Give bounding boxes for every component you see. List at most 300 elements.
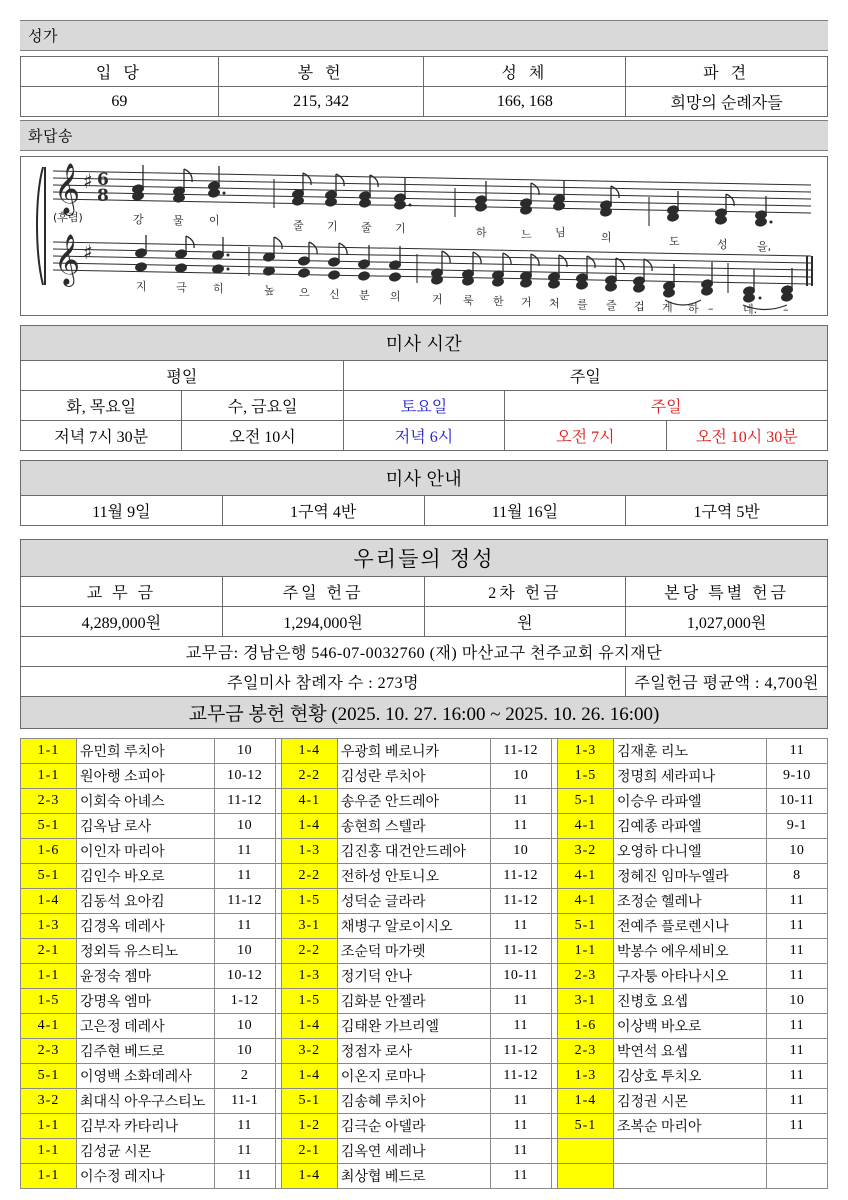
table-row xyxy=(21,461,828,496)
donor-name: 조순덕 마가렛 xyxy=(337,939,490,964)
donor-name: 이상백 바오로 xyxy=(613,1014,766,1039)
table-row xyxy=(21,1139,828,1164)
lyrics-line-1 xyxy=(53,210,771,253)
note-group xyxy=(394,178,412,210)
svg-text:을,: 을, xyxy=(757,240,772,253)
music-notation-svg xyxy=(21,157,827,315)
mass-group-sunday: 주일 xyxy=(343,361,827,391)
donor-months: 11 xyxy=(214,1164,275,1189)
note-group xyxy=(520,183,539,215)
donor-months: 11 xyxy=(766,739,827,764)
donor-name: 이수정 레지나 xyxy=(77,1164,215,1189)
svg-text:기: 기 xyxy=(327,220,338,233)
donor-district-code: 2-1 xyxy=(21,939,77,964)
donor-months: 8 xyxy=(766,864,827,889)
donor-name xyxy=(613,1164,766,1189)
donor-district-code: 2-3 xyxy=(557,964,613,989)
donor-months: 10 xyxy=(214,814,275,839)
svg-text:–: – xyxy=(708,302,714,315)
hymn-value-communion: 166, 168 xyxy=(424,87,626,117)
donor-months: 11 xyxy=(766,1014,827,1039)
hymn-section-band: 성가 xyxy=(20,20,828,51)
mass-time-wed-fri: 오전 10시 xyxy=(182,421,343,451)
donor-district-code: 5-1 xyxy=(557,914,613,939)
donor-name: 김재훈 리노 xyxy=(613,739,766,764)
hymn-value-dismissal: 희망의 순례자들 xyxy=(626,87,828,117)
spacer xyxy=(20,451,828,460)
svg-text:네.: 네. xyxy=(743,303,758,315)
table-row xyxy=(21,607,828,637)
offering-header-sunday: 주일 헌금 xyxy=(222,577,424,607)
svg-text:도: 도 xyxy=(669,235,680,248)
donor-name: 원아행 소피아 xyxy=(77,764,215,789)
svg-text:–: – xyxy=(783,303,789,315)
donor-name: 유민희 루치아 xyxy=(77,739,215,764)
donor-district-code: 5-1 xyxy=(21,864,77,889)
donor-district-code: 4-1 xyxy=(557,889,613,914)
donor-months: 11 xyxy=(490,1089,551,1114)
donor-district-code: 1-6 xyxy=(557,1014,613,1039)
table-row xyxy=(21,814,828,839)
donor-district-code: 1-4 xyxy=(281,1164,337,1189)
donor-name: 정혜진 임마누엘라 xyxy=(613,864,766,889)
sharp-sign-icon: ♯ xyxy=(83,169,93,193)
donor-district-code: 1-5 xyxy=(21,989,77,1014)
offering-value-parish-dues: 4,289,000원 xyxy=(21,607,223,637)
treble-clef-icon: 𝄞 xyxy=(54,163,81,214)
donor-months: 11-1 xyxy=(214,1089,275,1114)
donor-months: 11 xyxy=(214,839,275,864)
donor-name: 고은정 데레사 xyxy=(77,1014,215,1039)
donor-months: 10 xyxy=(766,839,827,864)
donor-months: 11 xyxy=(490,814,551,839)
svg-text:지: 지 xyxy=(136,280,147,293)
svg-text:거: 거 xyxy=(432,293,443,306)
svg-text:이: 이 xyxy=(209,214,220,227)
donor-district-code: 5-1 xyxy=(21,1064,77,1089)
donor-name: 김정권 시몬 xyxy=(613,1089,766,1114)
donor-name: 김극순 아델라 xyxy=(337,1114,490,1139)
table-row xyxy=(21,421,828,451)
donor-district-code: 1-5 xyxy=(557,764,613,789)
donation-status-title: 교무금 봉헌 현황 (2025. 10. 27. 16:00 ~ 2025. 10. 26. 16:00) xyxy=(21,697,828,729)
spacer xyxy=(20,316,828,325)
note-group xyxy=(605,258,624,292)
donor-name: 김화분 안젤라 xyxy=(337,989,490,1014)
offering-bank-line: 교무금: 경남은행 546-07-0032760 (재) 마산교구 천주교회 유지재단 xyxy=(21,637,828,667)
table-row xyxy=(21,989,828,1014)
donor-district-code: 5-1 xyxy=(281,1089,337,1114)
mass-notice-group-1: 1구역 4반 xyxy=(222,496,424,526)
donor-months: 10-11 xyxy=(490,964,551,989)
donor-name: 구자퉁 아타나시오 xyxy=(613,964,766,989)
donor-months: 11 xyxy=(214,864,275,889)
donor-months: 9-10 xyxy=(766,764,827,789)
table-row xyxy=(21,697,828,729)
table-row xyxy=(21,914,828,939)
donor-months: 10 xyxy=(214,939,275,964)
donor-district-code: 1-4 xyxy=(281,814,337,839)
note-group xyxy=(520,254,539,288)
table-row xyxy=(21,637,828,667)
donor-name: 김부자 카타리나 xyxy=(77,1114,215,1139)
offering-header-second: 2차 헌금 xyxy=(424,577,626,607)
donor-name: 김성균 시몬 xyxy=(77,1139,215,1164)
donor-months: 11 xyxy=(490,1114,551,1139)
donor-months xyxy=(766,1139,827,1164)
donor-district-code: 4-1 xyxy=(557,814,613,839)
mass-time-sunday-am7: 오전 7시 xyxy=(505,421,666,451)
donor-name: 김예종 라파엘 xyxy=(613,814,766,839)
donor-name: 김동석 요아킴 xyxy=(77,889,215,914)
svg-text:거: 거 xyxy=(521,296,532,309)
note-group xyxy=(359,175,378,208)
svg-text:성: 성 xyxy=(717,238,728,251)
donor-name: 송우준 안드레아 xyxy=(337,789,490,814)
mass-day-wed-fri: 수, 금요일 xyxy=(182,391,343,421)
mass-notice-title: 미사 안내 xyxy=(21,461,828,496)
donor-district-code: 3-1 xyxy=(281,914,337,939)
donor-months: 10 xyxy=(490,764,551,789)
donor-district-code: 1-4 xyxy=(281,1014,337,1039)
donor-months: 1-12 xyxy=(214,989,275,1014)
donor-name: 우광희 베로니카 xyxy=(337,739,490,764)
donor-name: 이인자 마리아 xyxy=(77,839,215,864)
donor-district-code: 1-4 xyxy=(281,739,337,764)
donor-months: 11 xyxy=(490,989,551,1014)
svg-text:높: 높 xyxy=(264,284,275,297)
hymn-value-entrance: 69 xyxy=(21,87,219,117)
donor-district-code: 1-2 xyxy=(281,1114,337,1139)
table-row xyxy=(21,1164,828,1189)
time-signature-top: 6 xyxy=(97,170,109,190)
svg-text:줄: 줄 xyxy=(361,221,372,234)
hymn-table xyxy=(20,56,828,117)
note-group xyxy=(701,262,713,296)
donor-name: 정명희 세라피나 xyxy=(613,764,766,789)
mass-day-saturday: 토요일 xyxy=(343,391,504,421)
time-signature-bottom: 8 xyxy=(97,186,109,206)
svg-text:물: 물 xyxy=(173,214,184,227)
donor-name: 채병구 알로이시오 xyxy=(337,914,490,939)
svg-text:극: 극 xyxy=(176,281,187,294)
table-row xyxy=(21,1114,828,1139)
hymn-header-communion: 성 체 xyxy=(424,57,626,87)
donor-district-code: 1-4 xyxy=(557,1089,613,1114)
table-row xyxy=(21,889,828,914)
spacer xyxy=(20,729,828,738)
table-row xyxy=(21,577,828,607)
note-group xyxy=(553,180,565,211)
donor-months: 11 xyxy=(490,914,551,939)
mass-notice-group-2: 1구역 5반 xyxy=(626,496,828,526)
donor-months: 10-12 xyxy=(214,964,275,989)
table-row xyxy=(21,1014,828,1039)
donor-name: 김상호 투치오 xyxy=(613,1064,766,1089)
svg-text:한: 한 xyxy=(493,295,504,308)
table-row xyxy=(21,57,828,87)
donor-months: 11-12 xyxy=(490,1064,551,1089)
note-group xyxy=(175,236,194,273)
svg-text:느: 느 xyxy=(521,228,532,241)
table-row xyxy=(21,789,828,814)
svg-text:겁: 겁 xyxy=(634,300,645,313)
donor-months: 11 xyxy=(766,1114,827,1139)
hymn-header-offertory: 봉 헌 xyxy=(218,57,424,87)
donor-district-code: 1-1 xyxy=(21,1164,77,1189)
donor-district-code: 2-3 xyxy=(21,789,77,814)
svg-text:님: 님 xyxy=(555,226,566,239)
donor-months: 10 xyxy=(214,1014,275,1039)
donor-district-code: 1-1 xyxy=(557,939,613,964)
table-row xyxy=(21,667,828,697)
donor-months: 11-12 xyxy=(490,1039,551,1064)
donor-name: 김태완 가브리엘 xyxy=(337,1014,490,1039)
donor-name xyxy=(613,1139,766,1164)
note-group xyxy=(298,242,317,278)
donor-district-code: 3-1 xyxy=(557,989,613,1014)
donor-name: 전하성 안토니오 xyxy=(337,864,490,889)
donor-name: 송현희 스텔라 xyxy=(337,814,490,839)
donor-district-code: 5-1 xyxy=(557,789,613,814)
responsorial-score xyxy=(20,156,828,316)
donor-district-code: 1-5 xyxy=(281,989,337,1014)
donor-district-code: 1-5 xyxy=(281,889,337,914)
donor-district-code: 1-6 xyxy=(21,839,77,864)
treble-clef-icon: 𝄞 xyxy=(54,234,81,285)
donor-months: 9-1 xyxy=(766,814,827,839)
donor-name: 강명옥 엠마 xyxy=(77,989,215,1014)
donor-months: 11 xyxy=(766,964,827,989)
donor-name: 김성란 루치아 xyxy=(337,764,490,789)
donor-district-code: 4-1 xyxy=(21,1014,77,1039)
table-row xyxy=(21,87,828,117)
donor-name: 정외득 유스티노 xyxy=(77,939,215,964)
svg-text:으: 으 xyxy=(299,286,310,299)
donors-table xyxy=(20,738,828,1189)
donor-months: 11-12 xyxy=(490,939,551,964)
donor-name: 이온지 로마나 xyxy=(337,1064,490,1089)
note-group xyxy=(389,246,401,282)
table-row xyxy=(21,361,828,391)
donor-district-code: 2-3 xyxy=(21,1039,77,1064)
note-group xyxy=(135,235,147,272)
donor-district-code: 2-3 xyxy=(557,1039,613,1064)
donor-name: 김옥연 세레나 xyxy=(337,1139,490,1164)
donor-months: 2 xyxy=(214,1064,275,1089)
donor-months: 11 xyxy=(766,939,827,964)
donor-name: 최상협 베드로 xyxy=(337,1164,490,1189)
donor-months: 10-12 xyxy=(214,764,275,789)
donor-district-code: 3-2 xyxy=(281,1039,337,1064)
donor-months: 11-12 xyxy=(214,889,275,914)
donor-name: 성덕순 글라라 xyxy=(337,889,490,914)
donor-name: 이회숙 아녜스 xyxy=(77,789,215,814)
svg-text:의: 의 xyxy=(601,231,612,244)
mass-notice-date-2: 11월 16일 xyxy=(424,496,626,526)
donor-name: 정기덕 안나 xyxy=(337,964,490,989)
hymn-header-entrance: 입 당 xyxy=(21,57,219,87)
donor-district-code: 1-3 xyxy=(281,964,337,989)
note-group xyxy=(358,245,370,281)
hymn-value-offertory: 215, 342 xyxy=(218,87,424,117)
donor-months: 11 xyxy=(214,914,275,939)
donor-district-code: 4-1 xyxy=(557,864,613,889)
mass-time-tue-thu: 저녁 7시 30분 xyxy=(21,421,182,451)
donor-months: 10 xyxy=(490,839,551,864)
table-row xyxy=(21,839,828,864)
table-row xyxy=(21,540,828,577)
offering-value-special: 1,027,000원 xyxy=(626,607,828,637)
donor-months: 11 xyxy=(214,1114,275,1139)
donor-name: 전예주 플로렌시나 xyxy=(613,914,766,939)
svg-text:즐: 즐 xyxy=(606,299,617,312)
donor-name: 박봉수 에우세비오 xyxy=(613,939,766,964)
mass-notice-date-1: 11월 9일 xyxy=(21,496,223,526)
donor-district-code: 5-1 xyxy=(21,814,77,839)
table-row xyxy=(21,1064,828,1089)
donor-district-code: 1-4 xyxy=(281,1064,337,1089)
note-group xyxy=(263,237,282,276)
donor-name: 김진홍 대건안드레아 xyxy=(337,839,490,864)
donor-months: 11-12 xyxy=(490,889,551,914)
donor-months: 10 xyxy=(214,1039,275,1064)
svg-text:하: 하 xyxy=(688,302,699,315)
donor-months: 11 xyxy=(490,1014,551,1039)
table-row xyxy=(21,964,828,989)
donor-name: 이승우 라파엘 xyxy=(613,789,766,814)
donor-name: 박연석 요셉 xyxy=(613,1039,766,1064)
offerings-title: 우리들의 정성 xyxy=(21,540,828,577)
donor-district-code: 5-1 xyxy=(557,1114,613,1139)
donor-district-code: 1-3 xyxy=(281,839,337,864)
responsorial-band: 화답송 xyxy=(20,120,828,151)
mass-notice-table xyxy=(20,460,828,526)
donor-name: 진병호 요셉 xyxy=(613,989,766,1014)
donor-name: 김주현 베드로 xyxy=(77,1039,215,1064)
donor-months: 11-12 xyxy=(214,789,275,814)
table-row xyxy=(21,496,828,526)
donor-district-code xyxy=(557,1139,613,1164)
note-group xyxy=(132,165,144,201)
donor-name: 조복순 마리아 xyxy=(613,1114,766,1139)
donor-district-code: 3-2 xyxy=(557,839,613,864)
note-group xyxy=(492,253,511,287)
donor-district-code: 1-1 xyxy=(21,1114,77,1139)
hymn-header-dismissal: 파 견 xyxy=(626,57,828,87)
donor-months: 10-11 xyxy=(766,789,827,814)
svg-text:(후렴): (후렴) xyxy=(53,211,83,224)
note-group xyxy=(633,259,652,293)
donor-name: 김옥남 로사 xyxy=(77,814,215,839)
donor-months: 11 xyxy=(214,1139,275,1164)
donor-district-code: 2-2 xyxy=(281,939,337,964)
note-group xyxy=(715,194,734,225)
note-group xyxy=(173,169,192,203)
svg-text:히: 히 xyxy=(213,282,224,295)
table-row xyxy=(21,326,828,361)
donor-name: 오영하 다니엘 xyxy=(613,839,766,864)
note-group xyxy=(781,268,793,302)
table-row xyxy=(21,764,828,789)
donor-months: 11-12 xyxy=(490,864,551,889)
svg-text:게: 게 xyxy=(662,301,673,314)
svg-text:강: 강 xyxy=(133,213,144,226)
donor-district-code: 2-2 xyxy=(281,864,337,889)
sharp-sign-icon: ♯ xyxy=(83,240,93,264)
donor-months: 11 xyxy=(766,1039,827,1064)
donor-district-code: 3-2 xyxy=(21,1089,77,1114)
offering-header-parish-dues: 교 무 금 xyxy=(21,577,223,607)
svg-text:신: 신 xyxy=(329,288,340,301)
table-row xyxy=(21,391,828,421)
donor-district-code: 1-1 xyxy=(21,739,77,764)
donor-months: 10 xyxy=(214,739,275,764)
donor-months: 11-12 xyxy=(490,739,551,764)
donor-district-code: 1-1 xyxy=(21,1139,77,1164)
svg-text:의: 의 xyxy=(390,290,401,303)
donor-name: 정점자 로사 xyxy=(337,1039,490,1064)
donor-district-code: 1-4 xyxy=(21,889,77,914)
donor-district-code: 4-1 xyxy=(281,789,337,814)
donor-district-code: 2-1 xyxy=(281,1139,337,1164)
svg-text:기: 기 xyxy=(395,222,406,235)
donor-district-code: 1-1 xyxy=(21,764,77,789)
mass-group-weekday: 평일 xyxy=(21,361,344,391)
donor-name: 김인수 바오로 xyxy=(77,864,215,889)
mass-day-tue-thu: 화, 목요일 xyxy=(21,391,182,421)
note-group xyxy=(667,191,679,222)
offering-attendance: 주일미사 참례자 수 : 273명 xyxy=(21,667,626,697)
svg-text:를: 를 xyxy=(577,298,588,311)
table-row xyxy=(21,739,828,764)
donor-months: 11 xyxy=(490,1139,551,1164)
donor-months: 10 xyxy=(766,989,827,1014)
note-group xyxy=(743,269,762,303)
note-group xyxy=(212,237,230,274)
donor-months: 11 xyxy=(766,1064,827,1089)
offerings-table xyxy=(20,539,828,729)
donor-months: 11 xyxy=(490,789,551,814)
mass-time-title: 미사 시간 xyxy=(21,326,828,361)
donor-name: 조정순 헬레나 xyxy=(613,889,766,914)
mass-time-saturday: 저녁 6시 xyxy=(343,421,504,451)
donor-name: 김경옥 데레사 xyxy=(77,914,215,939)
donor-name: 최대식 아우구스티노 xyxy=(77,1089,215,1114)
offering-value-second: 원 xyxy=(424,607,626,637)
table-row xyxy=(21,1089,828,1114)
note-group xyxy=(208,166,226,198)
donor-months: 11 xyxy=(766,1089,827,1114)
donor-district-code: 1-3 xyxy=(557,739,613,764)
donor-district-code: 1-3 xyxy=(21,914,77,939)
donor-name: 윤정숙 젬마 xyxy=(77,964,215,989)
svg-text:줄: 줄 xyxy=(293,219,304,232)
mass-time-table xyxy=(20,325,828,451)
donor-months: 11 xyxy=(766,914,827,939)
mass-day-sunday: 주일 xyxy=(505,391,828,421)
offering-value-sunday: 1,294,000원 xyxy=(222,607,424,637)
lyrics-line-2 xyxy=(136,279,789,315)
donor-district-code xyxy=(557,1164,613,1189)
svg-text:분: 분 xyxy=(359,289,370,302)
offering-header-special: 본당 특별 헌금 xyxy=(626,577,828,607)
svg-text:처: 처 xyxy=(549,297,560,310)
table-row xyxy=(21,864,828,889)
offering-average: 주일헌금 평균액 : 4,700원 xyxy=(626,667,828,697)
donor-months xyxy=(766,1164,827,1189)
svg-text:룩: 룩 xyxy=(463,294,474,307)
